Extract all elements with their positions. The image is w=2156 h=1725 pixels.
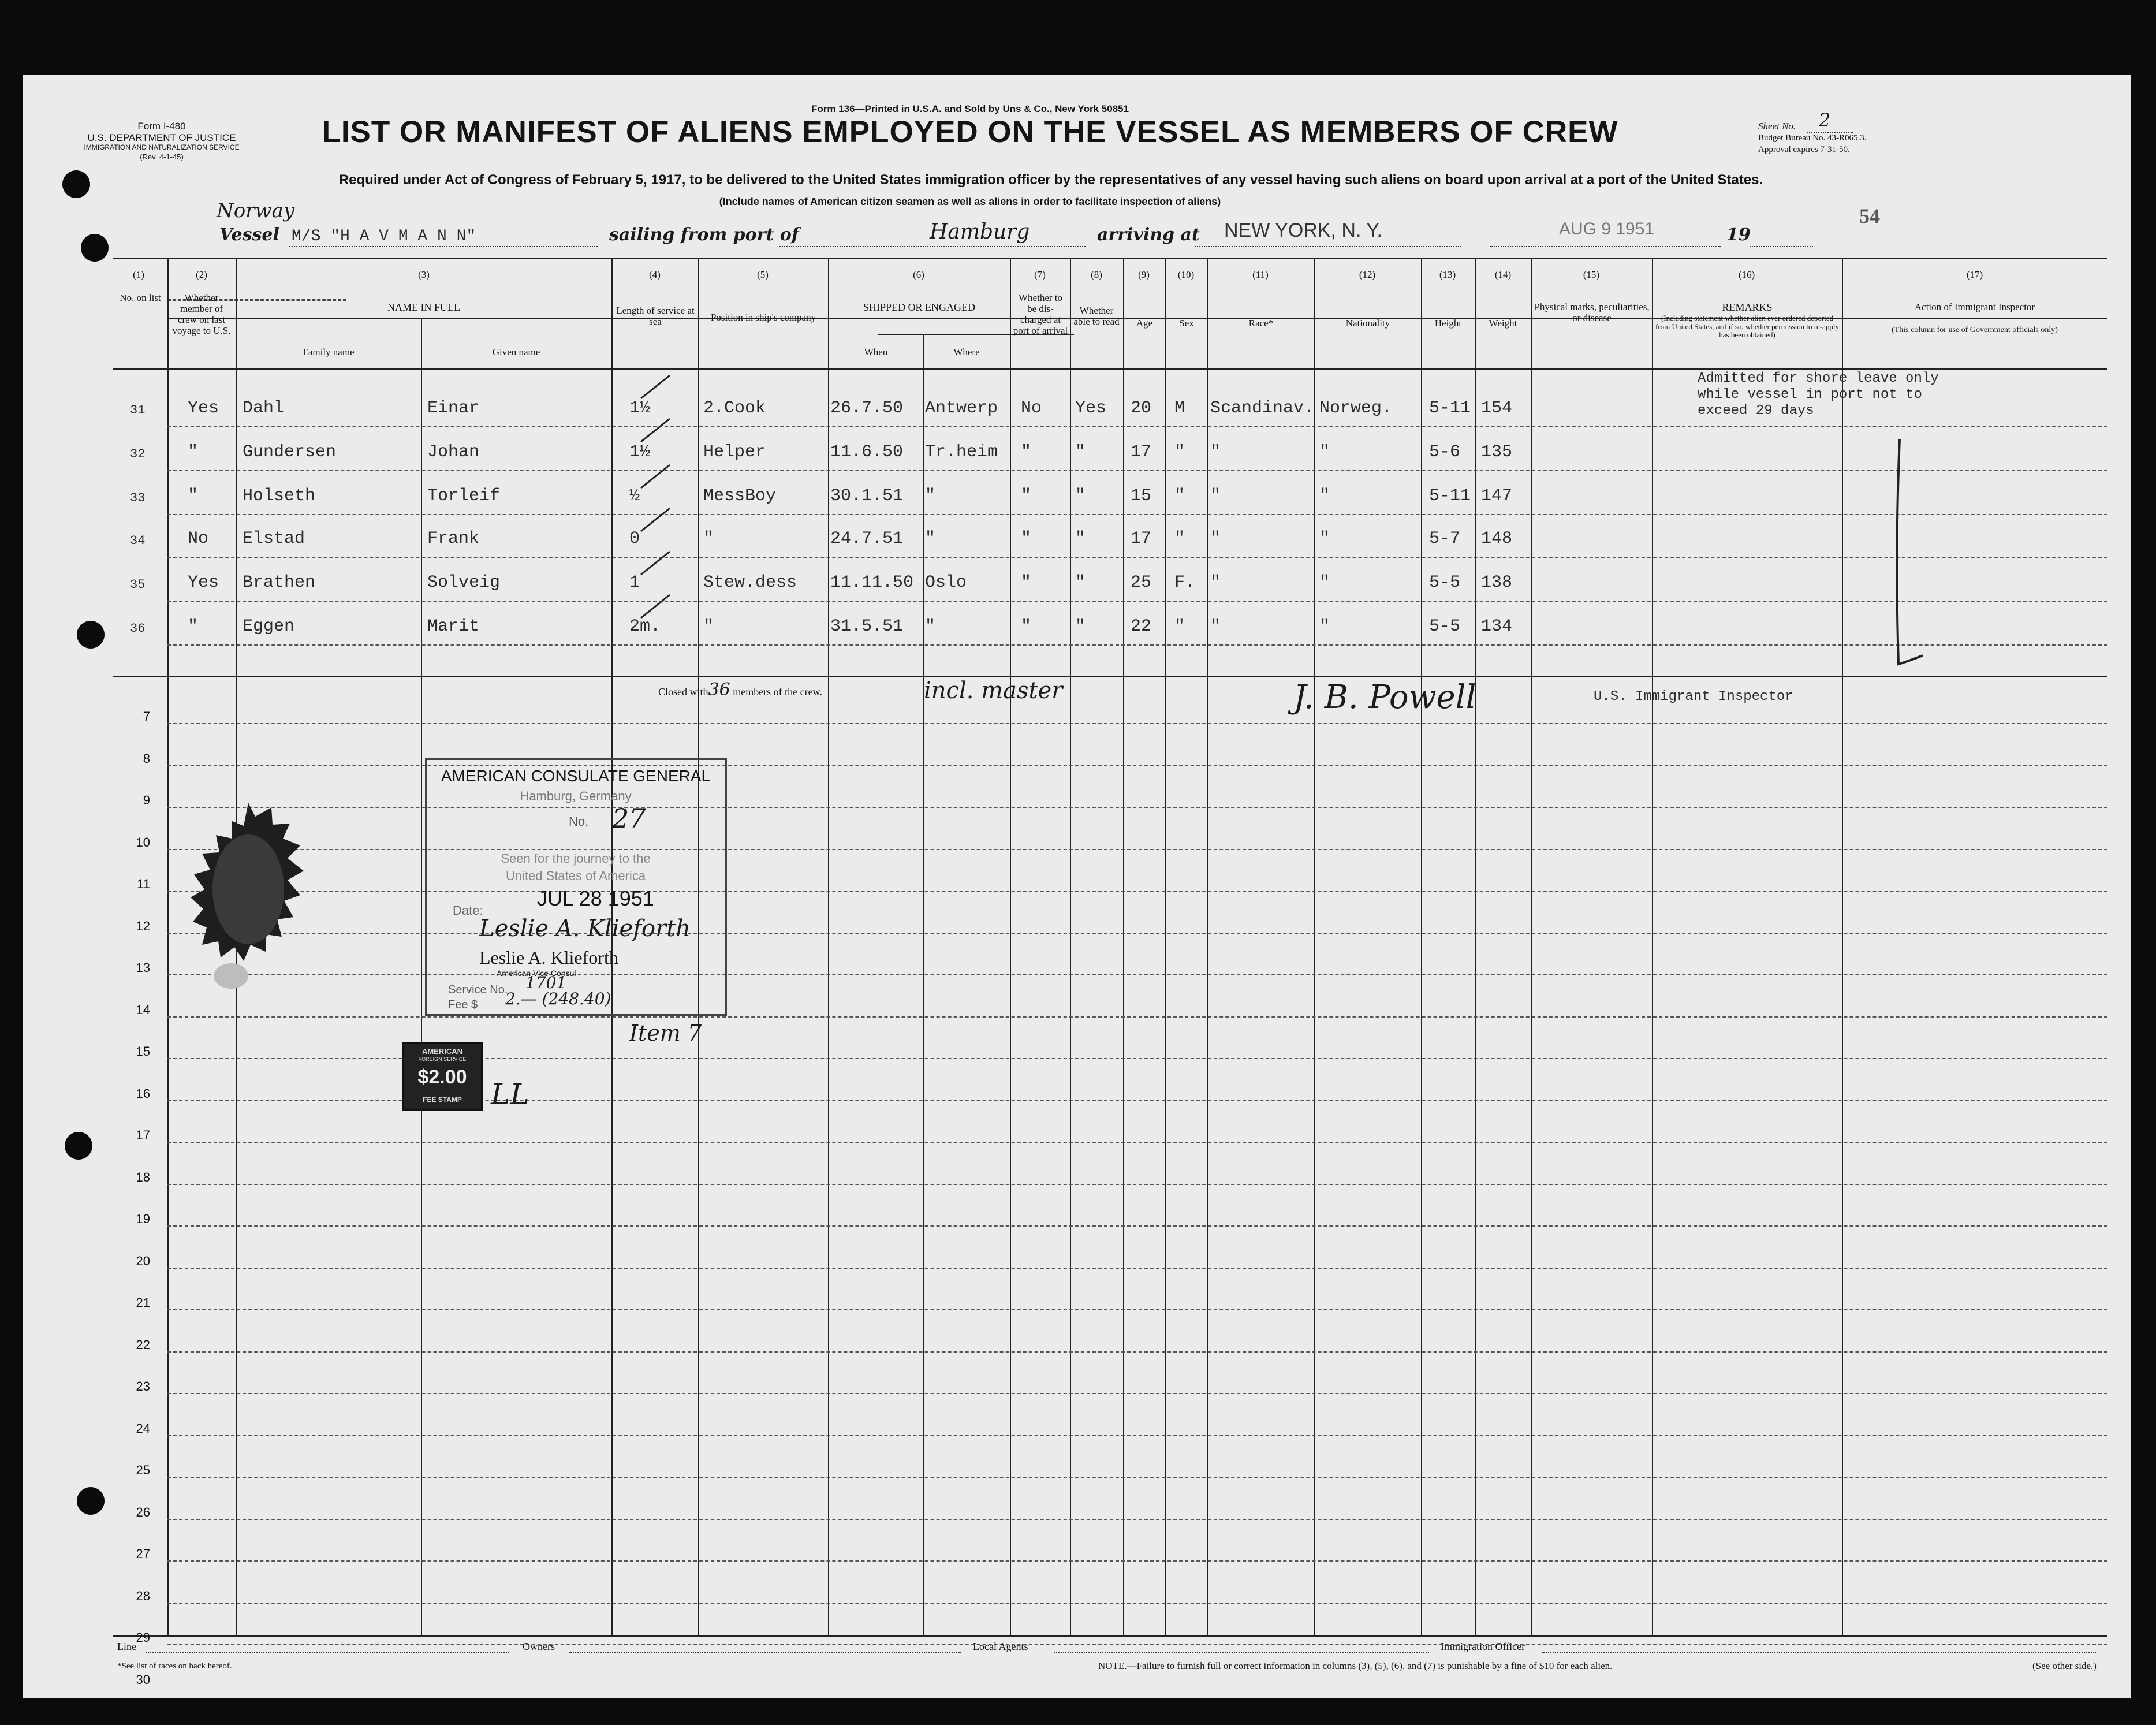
footer-officer-fill [1542,1652,2096,1653]
crew-sex: " [1174,617,1185,636]
crew-shipped-where: Tr.heim [925,442,998,462]
arrival-port: NEW YORK, N. Y. [1224,219,1382,241]
col-line-8 [1010,258,1011,1635]
crew-race: " [1210,529,1221,549]
blank-row-line [167,1603,2107,1604]
crew-row-number: 34 [130,534,146,548]
punch-hole [77,1487,105,1515]
table-bottom-border [113,1635,2107,1637]
col-header-where: Where [953,347,980,357]
crew-service-length: 1 [629,573,640,593]
remarks-shore-leave-2: while vessel in port not to [1698,387,1922,403]
crew-nationality: " [1319,529,1330,549]
colnum-5: (5) [757,269,769,280]
crew-row-line [167,514,2107,515]
blank-row-line [167,1351,2107,1353]
form-title: LIST OR MANIFEST OF ALIENS EMPLOYED ON THE VESSEL AS MEMBERS OF CREW [322,115,1618,149]
crew-service-length: 2m. [629,617,661,636]
crew-weight: 148 [1481,529,1513,549]
crew-height: 5-6 [1429,442,1461,462]
blank-row-line [167,1309,2107,1310]
crew-last-voyage: No [188,529,209,549]
crew-row-line [167,557,2107,558]
form-service: IMMIGRATION AND NATURALIZATION SERVICE [84,143,240,151]
row-number: 13 [136,960,150,975]
stamp-fee-label: Fee $ [448,999,478,1011]
crew-service-length: ½ [629,486,640,506]
crew-race: " [1210,573,1221,593]
row-number: 27 [136,1547,150,1561]
row-number: 28 [136,1588,150,1603]
crew-able-to-read: " [1075,486,1086,506]
manifest-sheet [23,75,2131,1698]
stamp-date-label: Date: [453,903,483,918]
row-number: 26 [136,1504,150,1519]
crew-last-voyage: " [188,486,199,506]
punch-hole [81,234,109,262]
sailing-port: Hamburg [930,220,1030,244]
col-header-action-note: (This column for use of Government officials only) [1892,326,2058,334]
footer-agents-label: Local Agents [973,1641,1028,1652]
crew-given-name: Marit [427,617,480,636]
crew-row-line [167,426,2107,427]
crew-family-name: Brathen [243,573,316,593]
consulate-stamp [425,758,727,1016]
row-number: 11 [137,877,150,891]
crew-nationality: " [1319,442,1330,462]
crew-row-number: 32 [130,447,146,461]
crew-race: Scandinav. [1210,398,1315,418]
crew-height: 5-5 [1429,617,1461,636]
row-number: 12 [136,918,150,933]
blank-row-line [167,1644,2107,1645]
sheet-number: 2 [1819,109,1831,131]
vessel-name: M/S "H A V M A N N" [292,228,476,245]
footer-agents-fill [1054,1652,1429,1653]
crew-shipped-where: Oslo [925,573,967,593]
blank-row-line [167,1435,2107,1436]
remarks-shore-leave-1: Admitted for shore leave only [1698,371,1939,386]
crew-last-voyage: Yes [188,398,219,418]
stamp-no-value: 27 [612,803,646,834]
crew-shipped-when: 31.5.51 [830,617,904,636]
col-line-11 [1165,258,1166,1635]
footer-races-note: *See list of races on back hereof. [117,1661,232,1671]
fee-stamp-top: AMERICAN [421,1047,463,1056]
col-header-last-voyage: Whether member of crew on last voyage to U.S. [172,292,231,337]
blank-row-line [167,723,2107,724]
fee-stamp-value: $2.00 [417,1066,467,1088]
closed-note: incl. master [924,677,1063,704]
crew-row-number: 31 [130,403,146,418]
crew-height: 5-11 [1429,486,1471,506]
blank-row-line [167,1184,2107,1185]
colnum-6: (6) [913,269,924,280]
crew-weight: 135 [1481,442,1513,462]
crew-given-name: Solveig [427,573,501,593]
crew-weight: 154 [1481,398,1513,418]
row-number: 19 [136,1212,150,1226]
crew-row-line [167,601,2107,602]
crew-sex: M [1174,398,1185,418]
row-number: 7 [143,709,150,724]
stamp-date: JUL 28 1951 [537,886,654,910]
crew-age: 17 [1131,442,1152,462]
crew-able-to-read: " [1075,442,1086,462]
col-line-9 [1070,258,1071,1635]
crew-discharged: " [1021,529,1032,549]
crew-shipped-where: Antwerp [925,398,998,418]
row-number: 24 [136,1421,150,1436]
punch-hole [77,621,105,649]
col-header-when: When [864,347,888,357]
stamp-handwritten-signature: Leslie A. Klieforth [479,915,691,942]
row-number: 25 [136,1463,150,1477]
footer-line-label: Line [117,1641,136,1652]
row-number: 14 [136,1002,150,1017]
colnum-16: (16) [1738,269,1755,280]
col-header-weight: Weight [1489,318,1517,329]
crew-given-name: Frank [427,529,480,549]
crew-family-name: Elstad [243,529,305,549]
header-bottom-line [113,368,2107,370]
row-number: 21 [136,1295,150,1310]
fee-stamp-bottom: FEE STAMP [423,1096,462,1104]
footer-owners-fill [569,1652,961,1653]
colnum-1: (1) [133,269,144,280]
blank-row-line [167,1477,2107,1478]
colnum-11: (11) [1252,269,1269,280]
blank-row-line [167,1560,2107,1562]
colnum-13: (13) [1439,269,1456,280]
row-number: 22 [136,1337,150,1352]
crew-able-to-read: Yes [1075,398,1107,418]
col-header-age: Age [1136,318,1153,329]
crew-family-name: Eggen [243,617,295,636]
crew-service-length: 0 [629,529,640,549]
crew-nationality: " [1319,486,1330,506]
crew-position: " [703,617,714,636]
colnum-17: (17) [1966,269,1983,280]
crew-last-voyage: " [188,617,199,636]
crew-discharged: " [1021,486,1032,506]
col-header-discharged: Whether to be dis-charged at port of arrival [1013,292,1068,337]
arrival-line [1195,246,1461,247]
vessel-line [289,246,598,247]
crew-weight: 147 [1481,486,1513,506]
crew-discharged: " [1021,573,1032,593]
col-line-7 [923,334,924,1635]
colnum-7: (7) [1034,269,1046,280]
blank-row-line [167,1142,2107,1143]
crew-age: 22 [1131,617,1152,636]
form-revision: (Rev. 4-1-45) [140,152,184,161]
crew-shipped-when: 30.1.51 [830,486,904,506]
closing-divider [113,676,2107,677]
crew-given-name: Einar [427,398,480,418]
col-line-3 [421,318,422,1635]
footer-owners-label: Owners [523,1641,555,1652]
row-number: 16 [136,1086,150,1101]
remarks-shore-leave-3: exceed 29 days [1698,403,1814,419]
crew-service-length: 1½ [629,442,651,462]
crew-nationality: " [1319,617,1330,636]
crew-position: MessBoy [703,486,777,506]
crew-shipped-where: " [925,617,936,636]
crew-discharged: No [1021,398,1042,418]
col-header-read: Whether able to read [1073,305,1120,327]
crew-shipped-when: 11.6.50 [830,442,904,462]
stamp-signatory: Leslie A. Klieforth [479,947,618,968]
form-id: Form I-480 [137,121,186,132]
crew-row-number: 35 [130,578,146,592]
crew-height: 5-7 [1429,529,1461,549]
crew-last-voyage: Yes [188,573,219,593]
footer-note: NOTE.—Failure to furnish full or correct information in columns (3), (5), (6), and (7) is punishable by a fine of $10 for each alien. [1098,1660,1613,1671]
crew-sex: " [1174,442,1185,462]
crew-able-to-read: " [1075,573,1086,593]
row-number: 15 [136,1044,150,1059]
row-number: 17 [136,1128,150,1142]
vessel-label: Vessel [219,225,279,245]
col-header-position: Position in ship's company [710,312,816,323]
row-number: 29 [136,1630,150,1645]
crew-row-line [167,470,2107,471]
year-label: 19 [1726,225,1751,245]
embossed-seal-icon [191,803,306,993]
crew-position: 2.Cook [703,398,766,418]
colnum-4: (4) [649,269,661,280]
stamp-country-line: United States of America [505,869,646,883]
colnum-14: (14) [1494,269,1512,280]
crew-given-name: Torleif [427,486,501,506]
crew-shipped-where: " [925,529,936,549]
crew-able-to-read: " [1075,529,1086,549]
col-line-18 [1842,258,1843,1635]
sheet-label: Sheet No. [1758,121,1796,132]
colnum-15: (15) [1583,269,1600,280]
col-header-nationality: Nationality [1345,318,1390,329]
crew-discharged: " [1021,617,1032,636]
col-line-15 [1475,258,1476,1635]
footer-officer-label: Immigration Officer [1441,1641,1525,1652]
inspector-signature: J. B. Powell [1293,679,1476,716]
table-top-border [113,258,2107,259]
arrival-date: AUG 9 1951 [1559,219,1655,239]
col-header-remarks: REMARKS [1722,301,1773,313]
col-line-1 [167,258,169,1635]
col-header-action: Action of Immigrant Inspector [1914,301,2035,312]
crew-able-to-read: " [1075,617,1086,636]
crew-race: " [1210,617,1221,636]
crew-height: 5-11 [1429,398,1471,418]
col-line-12 [1207,258,1208,1635]
blank-row-line [167,1268,2107,1269]
inspector-title: U.S. Immigrant Inspector [1594,689,1793,705]
col-line-13 [1314,258,1315,1635]
crew-family-name: Holseth [243,486,316,506]
col-line-10 [1123,258,1124,1635]
punch-hole [62,170,90,198]
crew-race: " [1210,486,1221,506]
row-number: 20 [136,1253,150,1268]
crew-service-length: 1½ [629,398,651,418]
blank-row-line [167,1225,2107,1227]
crew-shipped-when: 24.7.51 [830,529,904,549]
budget-bureau: Budget Bureau No. 43-R065.3. [1758,133,1867,143]
crew-sex: " [1174,486,1185,506]
crew-family-name: Gundersen [243,442,337,462]
crew-row-number: 36 [130,621,146,636]
row-number: 18 [136,1169,150,1184]
vessel-flag-note: Norway [217,199,295,222]
stamp-fee-value: 2.— (248.40) [505,989,611,1008]
col-header-number: No. on list [120,292,161,303]
colnum-3: (3) [418,269,430,280]
crew-discharged: " [1021,442,1032,462]
colnum-9: (9) [1138,269,1150,280]
col-header-shipped: SHIPPED OR ENGAGED [863,301,975,313]
stamp-signatory-title: American Vice Consul [497,968,576,978]
col-line-14 [1421,258,1422,1635]
colnum-8: (8) [1091,269,1102,280]
crew-shipped-when: 11.11.50 [830,573,914,593]
inspector-bracket-mark [1865,433,1934,687]
crew-sex: F. [1174,573,1196,593]
crew-age: 25 [1131,573,1152,593]
crew-family-name: Dahl [243,398,285,418]
col-header-height: Height [1434,318,1462,329]
colnum-10: (10) [1177,269,1195,280]
sailing-label: sailing from port of [609,225,799,245]
crew-weight: 134 [1481,617,1513,636]
arriving-label: arriving at [1097,225,1200,245]
stamp-title: AMERICAN CONSULATE GENERAL [441,767,711,785]
row-number: 10 [136,834,150,850]
crew-sex: " [1174,529,1185,549]
service-tick-marks [635,364,687,687]
col-header-race: Race* [1248,318,1274,329]
crew-height: 5-5 [1429,573,1461,593]
col-header-name: NAME IN FULL [387,301,460,313]
colnum-2: (2) [196,269,207,280]
crew-shipped-when: 26.7.50 [830,398,904,418]
sailing-line [779,246,1086,247]
crew-weight: 138 [1481,573,1513,593]
stamp-no-label: No. [569,814,589,829]
page-number: 54 [1859,204,1880,228]
footer-other-side: (See other side.) [2032,1660,2097,1671]
stamp-service-value: 1701 [525,973,567,992]
item-note: Item 7 [629,1020,702,1046]
crew-last-voyage: " [188,442,199,462]
crew-nationality: Norweg. [1319,398,1393,418]
crew-nationality: " [1319,573,1330,593]
crew-row-line [167,644,2107,646]
printer-note: Form 136—Printed in U.S.A. and Sold by Uns & Co., New York 50851 [811,103,1129,114]
crew-age: 15 [1131,486,1152,506]
form-subnote: (Include names of American citizen seamen as well as aliens in order to facilitate inspection of aliens) [719,196,1221,207]
blank-row-line [167,1519,2107,1520]
col-header-sex: Sex [1179,318,1194,329]
col-line-17 [1652,258,1653,1635]
date-line [1490,246,1721,247]
col-line-16 [1531,258,1532,1635]
punch-hole [65,1132,92,1160]
crew-race: " [1210,442,1221,462]
col-header-given-name: Given name [492,347,540,357]
colnum-12: (12) [1359,269,1376,280]
stamp-city: Hamburg, Germany [520,789,632,803]
crew-row-number: 33 [130,491,146,505]
crew-position: Helper [703,442,766,462]
col-header-physical: Physical marks, peculiarities, or disease [1534,301,1650,324]
row-number: 9 [143,793,150,807]
closed-with-text: Closed with36 members of the crew. [658,680,822,700]
stamp-journey-line: Seen for the journey to the [501,851,651,866]
crew-position: " [703,529,714,549]
footer-line-fill [146,1652,509,1653]
col-header-family-name: Family name [303,347,355,357]
blank-row-line [167,1393,2107,1394]
row-number: 8 [143,751,150,766]
crew-given-name: Johan [427,442,480,462]
crew-age: 17 [1131,529,1152,549]
year-line [1750,246,1813,247]
form-subtitle: Required under Act of Congress of February 5, 1917, to be delivered to the United States immigration officer by the representatives of any vessel having such aliens on board upon arrival at a port of the United States. [338,172,1763,188]
form-department: U.S. DEPARTMENT OF JUSTICE [87,132,236,143]
stamp-service-label: Service No. [448,983,508,996]
row-number: 23 [136,1379,150,1394]
fee-stamp-initials: LL [491,1078,529,1111]
crew-position: Stew.dess [703,573,797,593]
approval-note: Approval expires 7-31-50. [1758,145,1850,154]
col-line-6 [828,258,829,1635]
crew-age: 20 [1131,398,1152,418]
row-number: 30 [136,1672,150,1687]
crew-shipped-where: " [925,486,936,506]
col-header-service: Length of service at sea [616,305,695,327]
col-header-remarks-note: (Including statement whether alien ever ordered deported from United States, and if so, whether permission to re-apply has been obtained) [1655,314,1840,340]
fee-stamp [402,1042,483,1111]
sheet-number-line [1807,132,1853,133]
fee-stamp-mid: FOREIGN SERVICE [418,1056,467,1062]
